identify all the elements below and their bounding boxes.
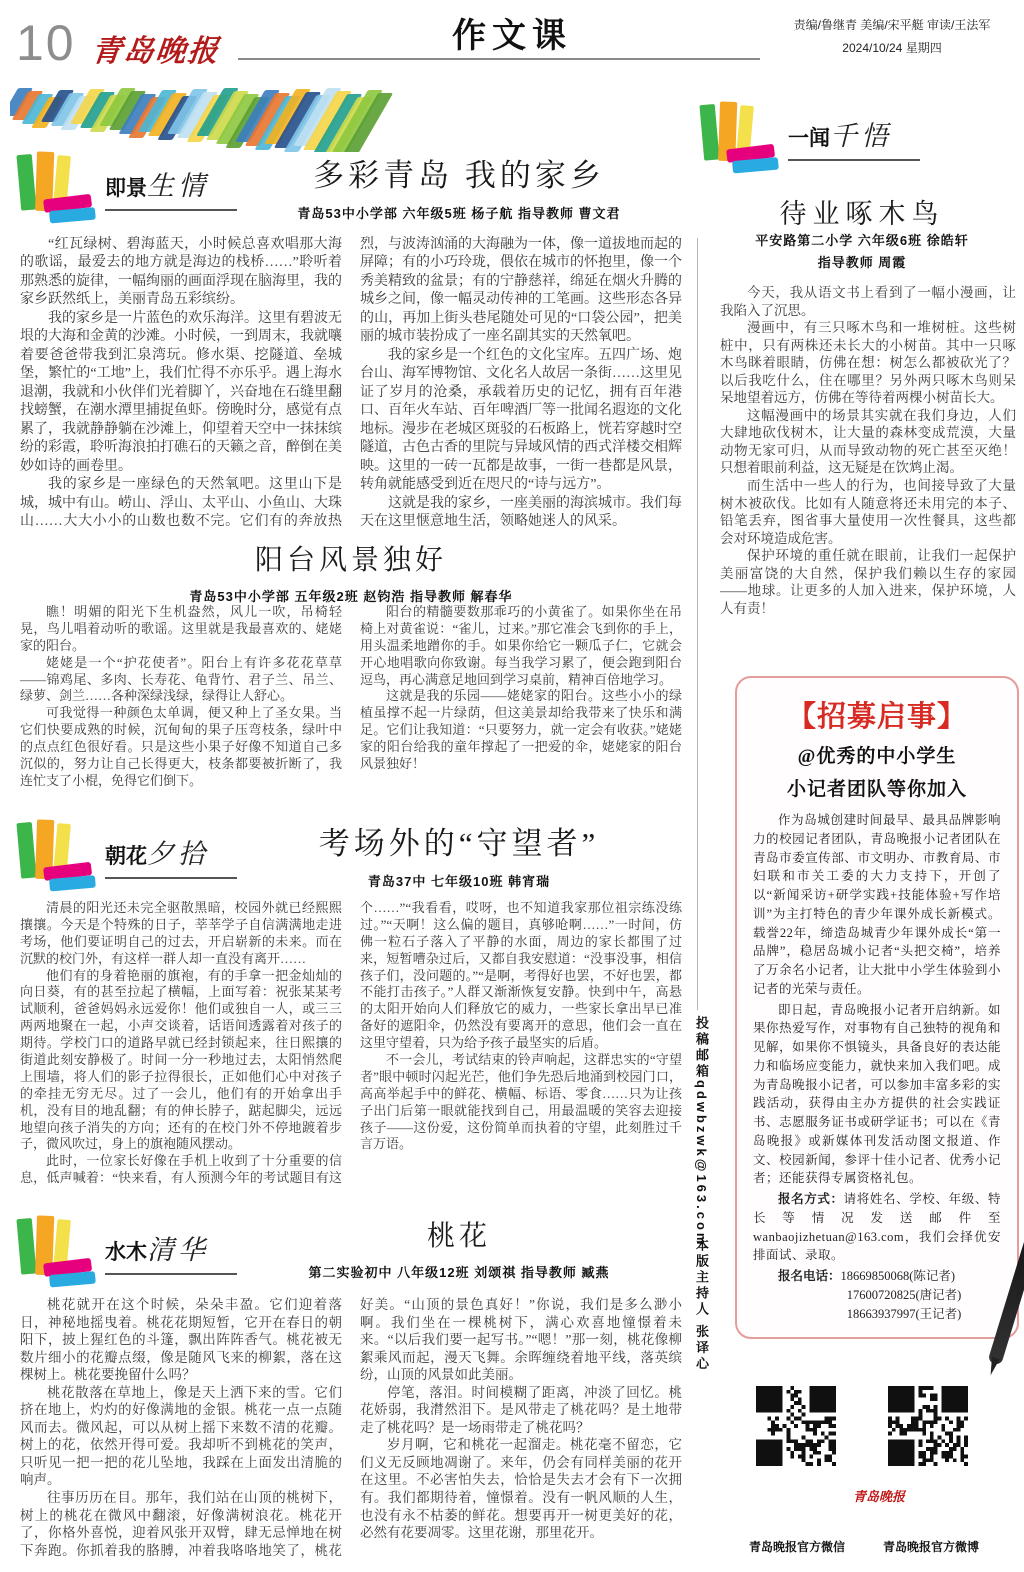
paragraph: 往事历历在目。那年，我们站在山顶的桃树下，树上的桃花在微风中翻滚，好像满树浪花。桃花开了，你格外喜悦，迎着风张开双臂，肆无忌惮地在树下奔跑。你抓着我的胳膊，冲着我咯咯地笑了，桃花好美。“山顶的景色真好！”你说，我们是多么渺小啊。我们坐在一棵桃树下，满心欢喜地憧憬着未来。“以后我们要一起写书。”“嗯！”那一刻，桃花像柳絮乘风而起，漫天飞舞。余晖缠绕着地平线，落英缤纷，山顶的风景如此美丽。 bbox=[20, 1297, 682, 1558]
article-title: 多彩青岛 我的家乡 bbox=[313, 158, 605, 193]
article-byline: 青岛37中 七年级10班 韩宵瑞 bbox=[367, 874, 551, 889]
recruitment-title: 【招募启事】 bbox=[786, 701, 967, 733]
paragraph: 此时，一位家长好像在手机上收到了十分重要的信息，低声喊着：“快来看，有人预测今年的考试题目有这个……”“我看看，哎呀，也不知道我家那位祖宗练没练过。”“天啊！这么偏的题目，真够呛啊……”一时间，仿佛一粒石子落入了平静的水面，周边的家长都围了过来，短暂嘈杂过后，又都自我安慰道：“没事没事，相信孩子们，没问题的。”“是啊，考得好也罢，不好也罢，都不能打击孩子。”人群又渐渐恢复安静。快到中午，高悬的太阳开始向人们释放它的威力，一些家长拿出早已准备好的遮阳伞，仍然没有要离开的意思，他们会一直在这里守望着，只为给予孩子最坚实的后盾。 bbox=[20, 900, 682, 1186]
article1-body bbox=[20, 236, 682, 532]
article-byline: 青岛53中小学部 六年级5班 杨子航 指导教师 曹文君 bbox=[297, 206, 621, 221]
paragraph: 作为岛城创建时间最早、最具品牌影响力的校园记者团队，青岛晚报小记者团队在青岛市委宣传部、市文明办、市教育局、市妇联和市关工委的大力支持下，开创了以“新闻采访+研学实践+技能体验+写作培训”为主打特色的青少年课外成长新模式。载誉22年，缔造岛城青少年课外成长“第一品牌”，稳居岛城小记者“头把交椅”，培养了万余名小记者，让大批中小学生体验到小记者的光荣与责任。 bbox=[753, 813, 1001, 996]
section-label-bold: 朝花 bbox=[105, 845, 147, 868]
article1-header bbox=[15, 148, 681, 230]
page-number: 10 bbox=[16, 15, 76, 71]
section-label bbox=[788, 114, 920, 161]
paragraph: 我的家乡是一片蓝色的欢乐海洋。这里有碧波无垠的大海和金黄的沙滩。小时候，一到周末，我就嚷着要爸爸带我到汇泉湾玩。修水渠、挖隧道、垒城堡，繁忙的“工地”上，我们忙得不亦乐乎。遇上海水退潮，我就和小伙伴们光着脚丫，兴奋地在石缝里翻找螃蟹，在潮水潭里捕捉鱼虾。傍晚时分，感觉有点累了，我就静静躺在沙滩上，仰望着天空中一抹抹缤纷的彩霞，聆听海浪拍打礁石的天籁之音，醉倒在美妙如诗的画卷里。 bbox=[20, 310, 342, 474]
signup-method bbox=[753, 1190, 1001, 1265]
paragraph: 这就是我的家乡，一座美丽的海滨城市。我们每天在这里惬意地生活，领略她迷人的风采。 bbox=[360, 495, 682, 530]
paragraph: 而生活中一些人的行为，也间接导致了大量树木被砍伐。比如有人随意将还未用完的本子、铅笔丢弃，图省事大量使用一次性餐具，这些都会对环境造成危害。 bbox=[720, 478, 1016, 546]
recruitment-subtitle1: @优秀的中小学生 bbox=[797, 746, 957, 767]
article-title: 阳台风景独好 bbox=[254, 545, 447, 576]
books-icon bbox=[15, 148, 103, 230]
section-label bbox=[105, 832, 237, 879]
right-article-byline: 平安路第二小学 六年级6班 徐皓轩 bbox=[755, 233, 969, 248]
weibo-qr-code bbox=[888, 1386, 968, 1466]
page-title: 作文课 bbox=[452, 18, 572, 55]
article-title: 桃花 bbox=[426, 1221, 491, 1252]
section-label-script: 清华 bbox=[147, 1235, 209, 1265]
decorative-stripes bbox=[10, 88, 540, 152]
article-byline: 青岛53中小学部 五年级2班 赵钧浩 指导教师 解春华 bbox=[189, 589, 513, 604]
section-label-bold: 一闻 bbox=[788, 127, 830, 150]
paragraph: 姥姥是一个“护花使者”。阳台上有许多花花草草——锦鸡尾、多肉、长寿花、龟背竹、君子兰、吊兰、绿萝、剑兰……各种深绿浅绿，绿得让人舒心。 bbox=[20, 654, 342, 704]
article2-header bbox=[20, 536, 682, 605]
article3-header bbox=[15, 816, 681, 898]
paragraph: 阳台的精髓要数那乖巧的小黄雀了。如果你坐在吊椅上对黄雀说：“雀儿，过来。”那它准会飞到你的手上，用头温柔地蹭你的手。如果你给它一颗瓜子仁，它就会开心地唱歌向你致谢。每当我学习累了，便会跑到阳台逗鸟，再心满意足地回到学习桌前，精神百倍地学习。 bbox=[360, 604, 682, 687]
paragraph: 漫画中，有三只啄木鸟和一堆树桩。这些树桩中，只有两株还未长大的小树苗。其中一只啄木鸟眯着眼睛，仿佛在想：树怎么都被砍光了？以后我吃什么，住在哪里？另外两只啄木鸟则呆呆地望着远方，仿佛在等待着两棵小树苗长大。 bbox=[720, 320, 1016, 406]
section-label-bold: 水木 bbox=[105, 1241, 147, 1264]
page-host-vertical: 本版主持人 张译心 bbox=[694, 1238, 709, 1373]
article2-body bbox=[20, 604, 682, 790]
paragraph: 我的家乡是一个红色的文化宝库。五四广场、炮台山、海军博物馆、文化名人故居一条街……这里见证了岁月的沧桑，承载着历史的记忆，拥有百年港口、百年火车站、百年啤酒厂等一批闻名遐迩的文化地标。漫步在老城区斑驳的石板路上，恍若穿越时空隧道，古色古香的里院与异域风情的西式洋楼交相辉映。这里的一砖一瓦都是故事，一街一巷都是风景，转角就能感受到近在咫尺的“诗与远方”。 bbox=[360, 347, 682, 493]
paragraph: 这就是我的乐园——姥姥家的阳台。这些小小的绿植虽撑不起一片绿荫，但这美景却给我带来了快乐和满足。它们让我知道：“只要努力，就一定会有收获。”姥姥家的阳台给我的童年撑起了一把爱的伞，姥姥家的阳台风景独好！ bbox=[360, 688, 682, 772]
submission-email-vertical: 投稿邮箱qdwbzwk@163.com bbox=[694, 1016, 709, 1248]
paragraph: “红瓦绿树、碧海蓝天，小时候总喜欢唱那大海的歌谣，最爱去的地方就是海边的栈桥……”聆听着那熟悉的旋律，一幅绚丽的画面浮现在脑海里，我的家乡跃然纸上，美丽青岛五彩缤纷。 bbox=[20, 237, 342, 308]
paragraph: 我的家乡是一座绿色的天然氧吧。这里山下是城，城中有山。崂山、浮山、太平山、小鱼山、大珠山……大大小小的山数也数不完。它们有的奔放热烈，与波涛汹涌的大海融为一体，像一道拔地而起的屏障；有的小巧玲珑，偎依在城市的怀抱里，像一个秀美精致的盆景；有的宁静慈祥，绵延在烟火升腾的城乡之间，像一幅灵动传神的工笔画。这些形态各异的山，再加上街头巷尾随处可见的“口袋公园”，把美丽的城市装扮成了一座名副其实的天然氧吧。 bbox=[20, 237, 682, 530]
section-label-script: 千悟 bbox=[830, 121, 892, 151]
recruitment-subtitle2: 小记者团队等你加入 bbox=[786, 779, 967, 800]
paragraph: 桃花散落在草地上，像是天上洒下来的雪。它们挤在地上，灼灼的好像满地的金银。桃花一点一点随风而去。微风起，可以从树上摇下来数不清的花瓣。树上的花，依然开得可爱。我却听不到桃花的笑声，只听见一把一把的花儿坠地，我踩在上面发出清脆的响声。 bbox=[20, 1384, 342, 1488]
section-label-script: 生情 bbox=[147, 171, 209, 201]
section-label-script: 夕拾 bbox=[147, 839, 209, 869]
paragraph: 瞧！明媚的阳光下生机盎然，风儿一吹，吊椅轻晃，鸟儿唱着动听的歌谣。这里就是我最喜欢的、姥姥家的阳台。 bbox=[20, 604, 342, 653]
column-divider bbox=[697, 238, 698, 1010]
signup-phone-line1 bbox=[753, 1267, 1001, 1286]
section-label bbox=[105, 1228, 237, 1275]
wechat-label: 青岛晚报官方微信 bbox=[748, 1540, 845, 1554]
books-icon bbox=[15, 816, 103, 898]
article4-body bbox=[20, 1296, 682, 1559]
phone-3: 18663937997(王记者) bbox=[846, 1306, 962, 1321]
article-title: 考场外的“守望者” bbox=[318, 826, 600, 861]
paragraph: 不一会儿，考试结束的铃声响起，这群忠实的“守望者”眼中顿时闪起光芒，他们争先恐后地涌到校园门口，高高举起手中的鲜花、横幅、标语、零食……只为让孩子出门后第一眼就能找到自己，用最温暖的笑容去迎接孩子——这份爱，这份简单而执着的守望，此刻胜过千言万语。 bbox=[360, 1052, 682, 1152]
paragraph: 桃花就开在这个时候，朵朵丰盈。它们迎着落日，神秘地摇曳着。桃花花期短暂，它开在春日的朝阳下，披上猩红色的斗篷，飘出阵阵香气。桃花被无数片细小的花瓣点缀，像是随风飞来的柳絮，落在这棵树上。桃花要挽留什么吗？ bbox=[20, 1297, 342, 1383]
recruitment-body bbox=[753, 811, 1001, 1188]
right-section-header bbox=[698, 98, 1018, 180]
article-byline: 第二实验初中 八年级12班 刘颂祺 指导教师 臧燕 bbox=[308, 1265, 610, 1280]
right-article-title: 待业啄木鸟 bbox=[779, 199, 945, 229]
signup-method-text: 请将姓名、学校、年级、特长等情况发送邮件至wanbaojizhetuan@163.com，我们会择优安排面试、录取。 bbox=[753, 1192, 1001, 1263]
books-icon bbox=[698, 98, 786, 180]
section-label bbox=[105, 164, 237, 211]
paragraph: 今天，我从语文书上看到了一幅小漫画，让我陷入了沉思。 bbox=[720, 285, 1016, 318]
header-rule bbox=[238, 58, 760, 60]
paragraph: 保护环境的重任就在眼前，让我们一起保护美丽富饶的大自然，保护我们赖以生存的家园——地球。让更多的人加入进来，保护环境，人人有责！ bbox=[720, 548, 1016, 616]
phone-1: 18669850068(陈记者) bbox=[840, 1269, 956, 1283]
paragraph: 即日起，青岛晚报小记者开启纳新。如果你热爱写作，对事物有自己独特的视角和见解，如果你不惧镜头，具备良好的表达能力和临场应变能力，就快来加入我们吧。成为青岛晚报小记者，可以参加丰富多彩的实践活动，获得由主办方提供的社会实践证书、志愿服务证书或研学证书；可以在《青岛晚报》或新媒体刊发活动图文报道、作文、校园新闻，参评十佳小记者、优秀小记者；还能获得专属资格礼包。 bbox=[753, 1002, 1001, 1186]
paragraph: 岁月啊，它和桃花一起溜走。桃花毫不留恋，它们义无反顾地凋谢了。来年，仍会有同样美丽的花开在这里。不必害怕失去，恰恰是失去才会有下一次拥有。我们都期待着，憧憬着。没有一帆风顺的人生，也没有永不枯萎的鲜花。想要再开一树更美好的花，必然有花要凋零。这里花谢，那里花开。 bbox=[360, 1437, 682, 1541]
signup-method-label: 报名方式： bbox=[778, 1192, 844, 1206]
paragraph: 可我觉得一种颜色太单调，便又种上了圣女果。当它们快要成熟的时候，沉甸甸的果子压弯枝条，绿叶中的点点红色很好看。只是这些小果子好像不知道自己多沉似的，努力让自己长得更大，枝条都要被折断了，我连忙支了小棍，免得它们倒下。 bbox=[20, 705, 342, 788]
paragraph: 这幅漫画中的场景其实就在我们身边，人们大肆地砍伐树木，让大量的森林变成荒漠，大量动物无家可归，从而导致动物的死亡甚至灭绝！只想着眼前利益，这无疑是在饮鸩止渴。 bbox=[720, 407, 1016, 476]
paragraph: 清晨的阳光还未完全驱散黑暗，校园外就已经熙熙攘攘。今天是个特殊的日子，莘莘学子自信满满地走进考场，他们要证明自己的过去，开启崭新的未来。而在沉默的校门外，有这样一群人却一直没有离开…… bbox=[20, 900, 342, 966]
phone-2: 17600720825(唐记者) bbox=[846, 1287, 962, 1302]
article3-body bbox=[20, 900, 682, 1187]
weibo-label: 青岛晚报官方微博 bbox=[882, 1540, 979, 1554]
right-article-byline2: 指导教师 周霞 bbox=[817, 255, 907, 270]
masthead-logo: 青岛晚报 bbox=[89, 35, 222, 68]
article4-header bbox=[15, 1212, 681, 1294]
footer-qr-area bbox=[738, 1386, 1020, 1564]
date-line: 2024/10/24 星期四 bbox=[842, 40, 942, 55]
right-article-body bbox=[720, 284, 1016, 617]
wechat-qr-code bbox=[756, 1386, 836, 1466]
editors-line: 责编/鲁继青 美编/宋平艇 审读/王法军 bbox=[793, 18, 991, 32]
recruitment-notice bbox=[735, 676, 1019, 1339]
editors-info bbox=[768, 14, 1016, 60]
paragraph: 停笔，落泪。时间模糊了距离，冲淡了回忆。桃花娇弱，我潸然泪下。是风带走了桃花吗？是土地带走了桃花吗？是一场雨带走了桃花吗？ bbox=[360, 1384, 682, 1435]
paragraph: 他们有的身着艳丽的旗袍，有的手拿一把金灿灿的向日葵，有的甚至拉起了横幅，上面写着：祝张某某考试顺利，爸爸妈妈永远爱你！他们或独自一人，或三三两两地聚在一起，小声交谈着，话语间透露着对孩子的期待。学校门口的道路早就已经封锁起来，往日熙攘的街道此刻安静极了。时间一分一秒地过去，太阳悄然爬上围墙，将人们的影子拉得很长，正如他们心中对孩子的牵挂无穷无尽。过了一会儿，他们有的开始拿出手机，没有目的地乱翻；有的伸长脖子，踮起脚尖，远远地望向孩子消失的方向；还有的在校门外不停地踱着步子，微风吹过，身上的旗袍随风摆动。 bbox=[20, 967, 342, 1152]
section-label-bold: 即景 bbox=[105, 177, 147, 200]
signup-phone-label: 报名电话： bbox=[778, 1269, 841, 1283]
masthead-seal: 青岛晚报 bbox=[852, 1489, 905, 1504]
books-icon bbox=[15, 1212, 103, 1294]
